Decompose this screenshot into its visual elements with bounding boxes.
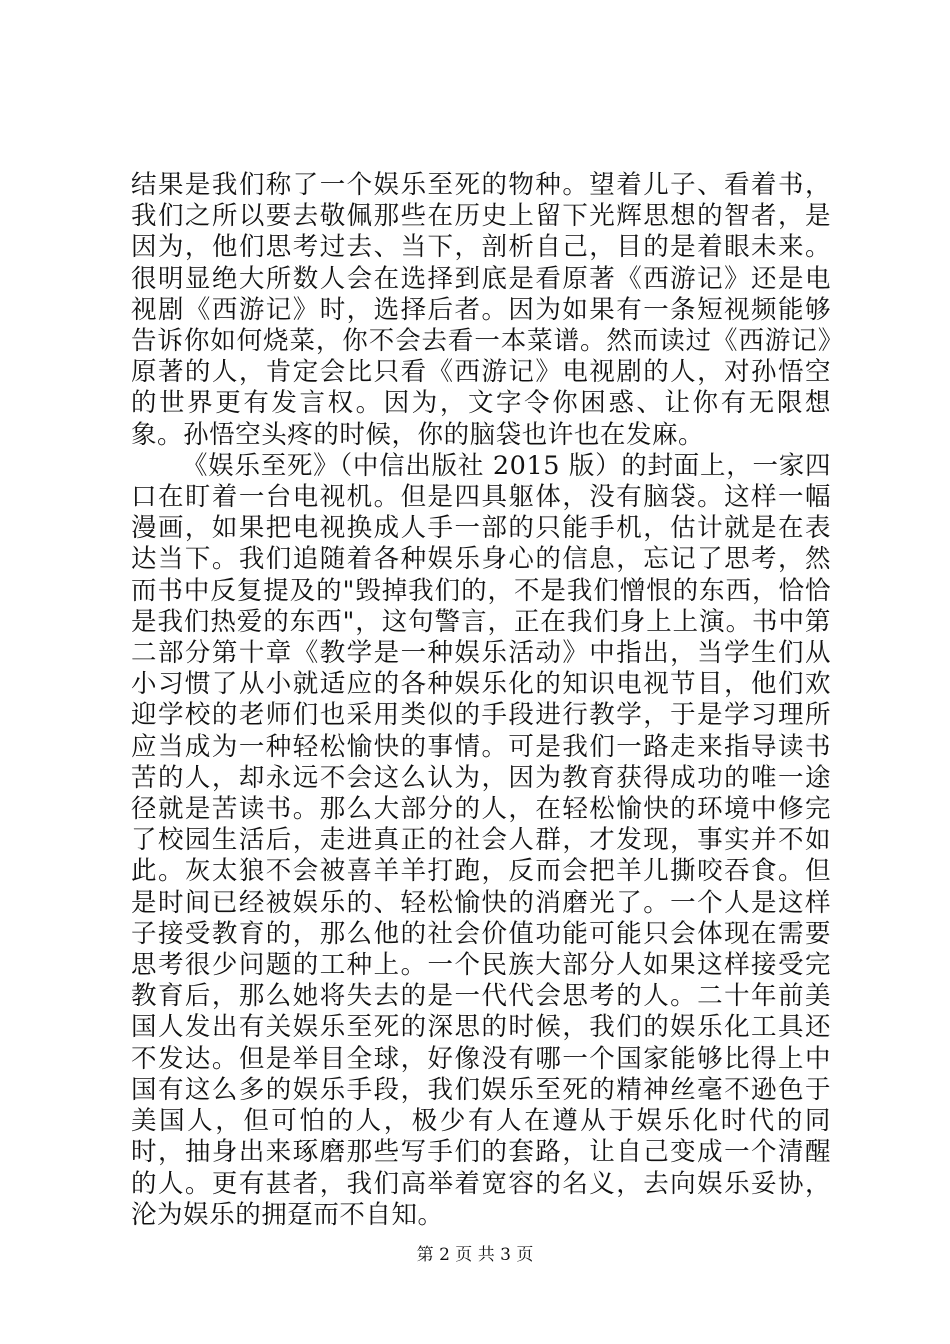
document-body xyxy=(131,170,831,1231)
page-number-footer: 第 2 页 共 3 页 xyxy=(416,1245,534,1265)
body-paragraph-2: 《娱乐至死》（中信出版社 2015 版）的封面上，一家四口在盯着一台电视机。但是四具躯体，没有脑袋。这样一幅漫画，如果把电视换成人手一部的只能手机，估计就是在表达当下。我们追随着各种娱乐身心的信息，忘记了思考，然而书中反复提及的"毁掉我们的，不是我们憎恨的东西，恰恰是我们热爱的东西"，这句警言，正在我们身上上演。书中第二部分第十章《教学是一种娱乐活动》中指出，当学生们从小习惯了从小就适应的各种娱乐化的知识电视节目，他们欢迎学校的老师们也采用类似的手段进行教学，于是学习理所应当成为一种轻松愉快的事情。可是我们一路走来指导读书苦的人，却永远不会这么认为，因为教育获得成功的唯一途径就是苦读书。那么大部分的人，在轻松愉快的环境中修完了校园生活后，走进真正的社会人群，才发现，事实并不如此。灰太狼不会被喜羊羊打跑，反而会把羊儿撕咬吞食。但是时间已经被娱乐的、轻松愉快的消磨光了。一个人是这样子接受教育的，那么他的社会价值功能可能只会体现在需要思考很少问题的工种上。一个民族大部分人如果这样接受完教育后，那么她将失去的是一代代会思考的人。二十年前美国人发出有关娱乐至死的深思的时候，我们的娱乐化工具还不发达。但是举目全球，好像没有哪一个国家能够比得上中国有这么多的娱乐手段，我们娱乐至死的精神丝毫不逊色于美国人，但可怕的人，极少有人在遵从于娱乐化时代的同时，抽身出来琢磨那些写手们的套路，让自己变成一个清醒的人。更有甚者，我们高举着宽容的名义，去向娱乐妥协，沦为娱乐的拥趸而不自知。 xyxy=(131,450,831,1230)
body-paragraph-1: 结果是我们称了一个娱乐至死的物种。望着儿子、看着书，我们之所以要去敬佩那些在历史上留下光辉思想的智者，是因为，他们思考过去、当下，剖析自己，目的是着眼未来。很明显绝大所数人会在选择到底是看原著《西游记》还是电视剧《西游记》时，选择后者。因为如果有一条短视频能够告诉你如何烧菜，你不会去看一本菜谱。然而读过《西游记》原著的人，肯定会比只看《西游记》电视剧的人，对孙悟空的世界更有发言权。因为，文字令你困惑、让你有无限想象。孙悟空头疼的时候，你的脑袋也许也在发麻。 xyxy=(131,170,831,450)
